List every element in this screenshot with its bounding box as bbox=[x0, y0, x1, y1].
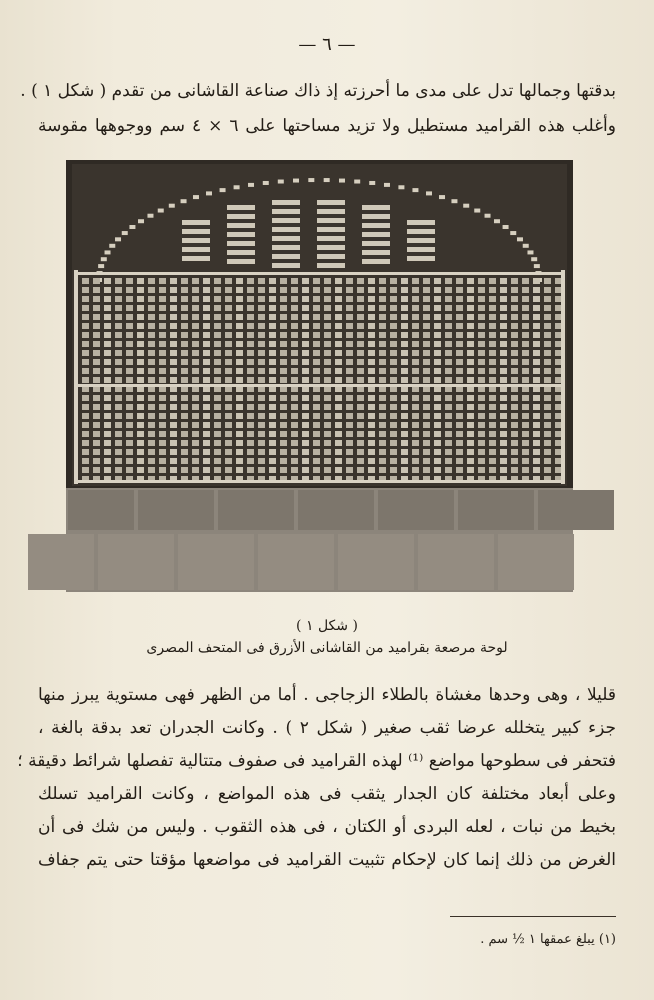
text-line: بدقتها وجمالها تدل على مدى ما أحرزته إذ ذاك صناعة القاشانى من تقدم ( شكل ١ ) . bbox=[20, 81, 616, 101]
text-line: جزء كبير يتخلله عرضا ثقب صغير ( شكل ٢ ) . وكانت الجدران تعد بدقة بالغة ، bbox=[38, 718, 616, 738]
page-number: — ٦ — bbox=[298, 34, 356, 55]
figure-photo-tile-panel bbox=[66, 160, 573, 592]
text-line: وعلى أبعاد مختلفة كان الجدار يثقب فى هذه المواضع ، وكانت القراميد تسلك bbox=[38, 784, 616, 804]
tile-panel-image bbox=[66, 160, 573, 592]
footnote: (١) يبلغ عمقها ١ ½ سم . bbox=[480, 932, 616, 947]
text-line: الغرض من ذلك إنما كان لإحكام تثبيت القراميد فى مواضعها مؤقتا حتى يتم جفاف bbox=[38, 850, 616, 870]
footnote-divider bbox=[450, 916, 616, 917]
text-line: وأغلب هذه القراميد مستطيل ولا تزيد مساحتها على ٦ × ٤ سم ووجوهها مقوسة bbox=[38, 116, 616, 136]
figure-label: ( شكل ١ ) bbox=[296, 618, 358, 634]
text-line: فتحفر فى سطوحها مواضع ⁽¹⁾ لهذه القراميد فى صفوف متتالية تفصلها شرائط دقيقة ؛ bbox=[17, 751, 616, 771]
figure-caption: لوحة مرصعة بقراميد من القاشانى الأزرق فى المتحف المصرى bbox=[146, 640, 508, 656]
text-line: بخيط من نبات ، لعله البردى أو الكتان ، فى هذه الثقوب . وليس من شك فى أن bbox=[38, 817, 616, 837]
text-line: قليلا ، وهى وحدها مغشاة بالطلاء الزجاجى . أما من الظهر فهى مستوية يبرز منها bbox=[38, 685, 616, 705]
